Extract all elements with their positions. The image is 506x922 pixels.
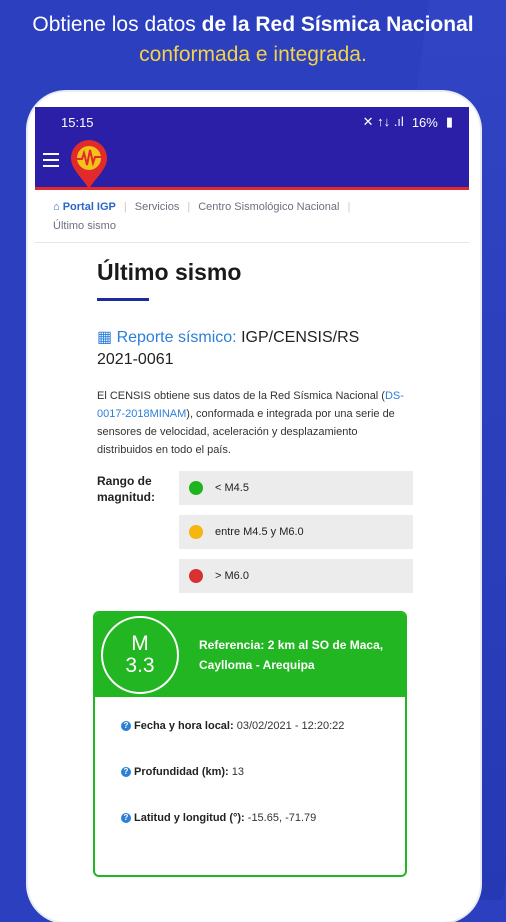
- map-icon: ▦: [97, 329, 113, 346]
- status-time: 15:15: [61, 114, 94, 130]
- earthquake-details: [95, 697, 405, 875]
- promo-headline: [0, 10, 506, 70]
- range-item-high: > M6.0: [179, 559, 413, 593]
- green-dot-icon: [189, 481, 203, 495]
- magnitude-badge: [101, 616, 179, 694]
- status-bar: [35, 107, 469, 137]
- battery-level: 16%: [411, 114, 438, 130]
- description: El CENSIS obtiene sus datos de la Red Sísmica Nacional (DS-0017-2018MINAM), conformada e integrada por una serie de sensores de velocidad, aceleración y desplazamiento distribuidos en todo el país.: [97, 390, 404, 456]
- detail-row-datetime: ? Fecha y hora local: 03/02/2021 - 12:20:22: [121, 717, 405, 735]
- earthquake-card[interactable]: [93, 611, 407, 877]
- yellow-dot-icon: [189, 525, 203, 539]
- reference-text: Referencia: 2 km al SO de Maca, Caylloma - Arequipa: [199, 638, 384, 672]
- report-heading: [97, 327, 397, 371]
- app-screen: [35, 107, 469, 907]
- info-icon: ?: [121, 813, 131, 823]
- earthquake-card-header: [95, 613, 405, 697]
- magnitude-value: 3.3: [125, 654, 155, 677]
- range-item-mid: entre M4.5 y M6.0: [179, 515, 413, 549]
- range-legend: [179, 471, 413, 593]
- detail-row-depth: ? Profundidad (km): 13: [121, 763, 405, 781]
- page-title: Último sismo: [97, 259, 242, 285]
- promo-line2: conformada e integrada.: [139, 43, 367, 66]
- breadcrumb-services[interactable]: Servicios: [134, 201, 180, 213]
- status-icons: [359, 114, 453, 130]
- main-content: [35, 259, 469, 877]
- hamburger-menu-icon[interactable]: [43, 153, 59, 167]
- app-bar: [35, 137, 469, 190]
- range-item-low: < M4.5: [179, 471, 413, 505]
- battery-icon: ▮: [445, 114, 453, 129]
- promo-line1-bold: de la Red Sísmica Nacional: [201, 13, 474, 36]
- report-value: IGP/CENSIS/RS 2021-0061: [97, 329, 360, 368]
- igp-logo-icon[interactable]: [69, 138, 109, 190]
- info-icon: ?: [121, 767, 131, 777]
- info-icon: ?: [121, 721, 131, 731]
- report-label: Reporte sísmico:: [116, 329, 237, 346]
- magnitude-range: [97, 471, 469, 593]
- title-underline: [97, 298, 149, 301]
- breadcrumb: ⌂ Portal IGP | Servicios | Centro Sismológico Nacional | Último sismo: [35, 190, 469, 243]
- detail-row-coordinates: ? Latitud y longitud (°): -15.65, -71.79: [121, 809, 405, 827]
- magnitude-prefix: M: [131, 632, 149, 655]
- decree-link[interactable]: DS-0017-2018MINAM: [97, 390, 404, 420]
- signal-icon: ✕ ↑↓ .ıl: [358, 114, 404, 129]
- breadcrumb-center[interactable]: Centro Sismológico Nacional: [198, 201, 340, 213]
- breadcrumb-current: Último sismo: [53, 220, 116, 232]
- range-label: Rango de magnitud:: [97, 474, 155, 504]
- red-dot-icon: [189, 569, 203, 583]
- breadcrumb-home[interactable]: ⌂ Portal IGP: [53, 201, 116, 213]
- promo-line1-normal: Obtiene los datos: [32, 13, 202, 36]
